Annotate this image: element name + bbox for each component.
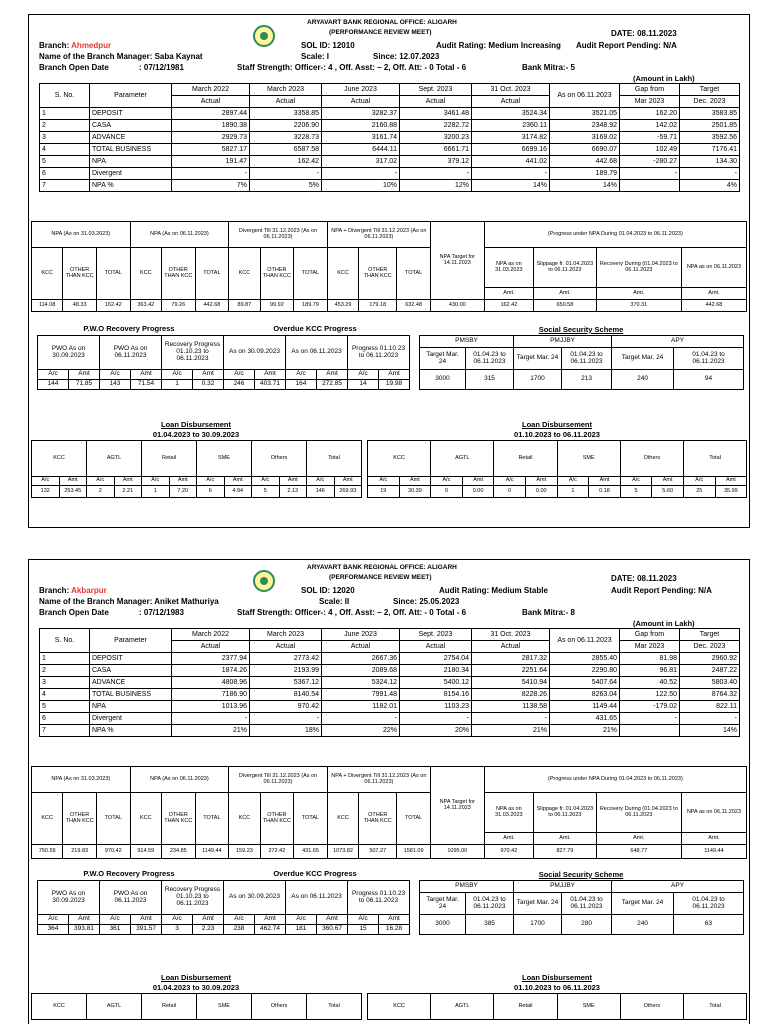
table-cell: 0.00 — [462, 486, 494, 498]
table-cell: 361 — [100, 925, 131, 935]
table-cell: 253.45 — [59, 486, 87, 498]
table-cell: 280 — [562, 915, 612, 935]
table-row — [40, 725, 740, 737]
table-row — [40, 144, 740, 156]
table-row — [40, 168, 740, 180]
table-cell: 5827.17 — [172, 144, 250, 156]
table-cell: - — [680, 713, 740, 725]
table-cell: 3 — [162, 925, 193, 935]
table-cell: 79.26 — [161, 300, 195, 312]
table-cell: 21% — [550, 725, 620, 737]
table-cell: 40.52 — [620, 677, 680, 689]
table-cell: 1182.01 — [322, 701, 400, 713]
table-cell: 132 — [32, 486, 60, 498]
table-cell: 162.42 — [484, 300, 533, 312]
table-cell: Divergent — [90, 713, 172, 725]
table-cell: 181 — [286, 925, 317, 935]
table-cell: 431.65 — [294, 845, 328, 859]
table-cell: 71.85 — [69, 380, 100, 390]
npa-table: NPA (As on 31.03.2023) NPA (As on 06.11.2023) Divergent Till 31.12.2023 (As on 06.11.2023) NPA + Divergent Till 31.12.2023 (As on 06.11.2023) NPA Target for 14.11.2023 (Progress under NPA During 01.04.2023 to 06.11.2023) KCC OTHER THAN KCC TOTAL KCC OTHER THAN KCC TOTAL KCC OTHER THAN KCC TOTAL KCC OTHER THAN KCC TOTAL NPA as on 31.03.2023 Slippage fr. 01.04.2023 to 06.11.2023 Recovery During (01.04.2023 to 06.11.2023 NPA as on 06.11.2023 Amt. Amt. Amt. Amt. 750.59 219.83 970.42 914.59 234.85 1149.44 159.23 272.42 431.65 1073.82 507.27 1581.09 1095.00 970.42 827.79 648.77 1149.44 — [31, 766, 747, 859]
table-cell: 2.23 — [193, 925, 224, 935]
table-cell: DEPOSIT — [90, 653, 172, 665]
table-cell: 2855.40 — [550, 653, 620, 665]
table-cell: 8154.16 — [400, 689, 472, 701]
table-row — [40, 180, 740, 192]
table-cell: 20% — [400, 725, 472, 737]
table-cell: 3200.23 — [400, 132, 472, 144]
table-cell: 8263.04 — [550, 689, 620, 701]
table-cell: 146 — [307, 486, 335, 498]
table-cell: 7176.41 — [680, 144, 740, 156]
table-cell: - — [400, 168, 472, 180]
table-cell: 1103.23 — [400, 701, 472, 713]
table-cell: 2 — [40, 665, 90, 677]
table-cell: 15 — [348, 925, 379, 935]
table-row — [40, 156, 740, 168]
table-cell: 189.79 — [294, 300, 328, 312]
table-cell: 2160.88 — [322, 120, 400, 132]
sol-id: SOL ID: 12010 — [301, 41, 355, 50]
table-cell: 2193.99 — [250, 665, 322, 677]
table-cell: CASA — [90, 120, 172, 132]
table-cell: 970.42 — [484, 845, 533, 859]
table-cell: 750.59 — [32, 845, 63, 859]
table-cell: 2251.64 — [472, 665, 550, 677]
table-cell: DEPOSIT — [90, 108, 172, 120]
table-cell: 8764.32 — [680, 689, 740, 701]
table-cell: 2.13 — [279, 486, 307, 498]
table-cell: 2180.34 — [400, 665, 472, 677]
table-cell: 191.47 — [172, 156, 250, 168]
table-cell: - — [620, 713, 680, 725]
table-cell: 431.65 — [550, 713, 620, 725]
table-cell: 144 — [38, 380, 69, 390]
table-cell: 3161.74 — [322, 132, 400, 144]
table-cell: 7.20 — [169, 486, 197, 498]
npa-values-row — [32, 845, 747, 859]
table-cell: 71.54 — [131, 380, 162, 390]
table-cell: NPA % — [90, 725, 172, 737]
table-cell — [620, 180, 680, 192]
performance-table: S. No. Parameter March 2022 March 2023 June 2023 Sept. 2023 31 Oct. 2023 As on 06.11.2023 Gap from Target Actual Actual Actual Actual Actual Mar 2023 Dec. 2023 1 DEPOSIT 2897.44 3358.85 3282.37 3461.48 3524.34 3521.05 162.20 3583.85 2 CASA 1890.38 2206.90 2160.88 2282.72 2360.11 2348.92 142.02 2501.85 3 ADVANCE 2929.73 3228.73 3161.74 3200.23 3174.82 3169.02 -59.71 3592.56 4 TOTAL BUSINESS 5827.17 6587.58 6444.11 6661.71 6699.16 6690.07 102.49 7176.41 5 NPA 191.47 162.42 317.02 379.12 441.02 442.68 -280.27 134.30 6 Divergent - - - - - 189.79 - - 7 NPA % 7% 5% 10% 12% 14% 14% 4% — [39, 83, 740, 192]
branch-name: Ahmedpur — [71, 41, 112, 50]
table-cell: 2377.94 — [172, 653, 250, 665]
branch-name: Akbarpur — [71, 586, 107, 595]
table-cell: 35.99 — [715, 486, 747, 498]
table-cell: 2282.72 — [400, 120, 472, 132]
table-cell: 162.20 — [620, 108, 680, 120]
table-cell: 143 — [100, 380, 131, 390]
table-cell: 25 — [683, 486, 715, 498]
table-cell: 363.42 — [130, 300, 161, 312]
table-cell: 12% — [400, 180, 472, 192]
table-cell: 1138.58 — [472, 701, 550, 713]
table-cell: 5803.40 — [680, 677, 740, 689]
table-cell: 507.27 — [359, 845, 397, 859]
table-cell: 391.57 — [131, 925, 162, 935]
branch-label: Branch: Akbarpur — [39, 586, 107, 595]
table-cell: 4% — [680, 180, 740, 192]
table-cell: - — [322, 713, 400, 725]
table-cell: 648.77 — [596, 845, 681, 859]
table-cell: -59.71 — [620, 132, 680, 144]
staff-strength: Staff Strength: Officer-: 4 , Off. Asst: – 2, Off. Att: - 0 Total - 6 — [237, 63, 467, 72]
table-cell: 3000 — [420, 915, 466, 935]
table-cell: 1013.96 — [172, 701, 250, 713]
table-cell: 6690.07 — [550, 144, 620, 156]
table-row — [40, 132, 740, 144]
table-cell: 650.58 — [534, 300, 597, 312]
table-cell: 822.11 — [680, 701, 740, 713]
table-cell: 2487.22 — [680, 665, 740, 677]
table-cell: CASA — [90, 665, 172, 677]
loan-disbursement-table-2: KCC AGTL Retail SME Others Total A/c Amt A/c Amt A/c Amt A/c Amt A/c Amt A/c Amt 19 30.39 0 0.00 0 0.00 1 0.18 5 5.60 25 35.99 — [367, 440, 747, 498]
table-cell: 234.85 — [161, 845, 195, 859]
table-cell: 3521.05 — [550, 108, 620, 120]
table-cell: 219.83 — [63, 845, 97, 859]
table-cell: 4.94 — [224, 486, 252, 498]
table-cell: 1874.26 — [172, 665, 250, 677]
table-cell: 2897.44 — [172, 108, 250, 120]
table-cell — [620, 725, 680, 737]
table-cell: 19 — [368, 486, 400, 498]
table-cell: ADVANCE — [90, 132, 172, 144]
table-cell: 1 — [162, 380, 193, 390]
table-cell: 2754.04 — [400, 653, 472, 665]
table-cell: 164 — [286, 380, 317, 390]
table-cell: 142.02 — [620, 120, 680, 132]
table-cell: 4 — [40, 144, 90, 156]
table-cell: 1 — [40, 653, 90, 665]
table-cell: 442.68 — [550, 156, 620, 168]
table-cell: 246 — [224, 380, 255, 390]
npa-values-row — [32, 300, 747, 312]
table-cell: 5 — [620, 486, 652, 498]
table-cell: 0.00 — [525, 486, 557, 498]
open-date-label: Branch Open Date — [39, 63, 109, 72]
table-cell: 21% — [472, 725, 550, 737]
table-cell: 8140.54 — [250, 689, 322, 701]
table-cell: 3282.37 — [322, 108, 400, 120]
table-cell: -179.02 — [620, 701, 680, 713]
table-cell: 5.60 — [652, 486, 684, 498]
table-cell: 14% — [680, 725, 740, 737]
table-cell: 6 — [197, 486, 225, 498]
table-cell: 364 — [38, 925, 69, 935]
report-page-2 — [0, 545, 768, 1024]
table-cell: 462.74 — [255, 925, 286, 935]
table-cell: 632.48 — [397, 300, 431, 312]
table-cell: - — [250, 713, 322, 725]
table-cell: - — [680, 168, 740, 180]
table-cell: 22% — [322, 725, 400, 737]
table-cell: 970.42 — [250, 701, 322, 713]
table-cell: 1149.44 — [550, 701, 620, 713]
table-cell: 2773.42 — [250, 653, 322, 665]
table-cell: 2206.90 — [250, 120, 322, 132]
table-cell: 1 — [142, 486, 170, 498]
table-cell: 3592.56 — [680, 132, 740, 144]
table-cell: 1149.44 — [195, 845, 229, 859]
table-cell: 1700 — [514, 915, 562, 935]
table-cell: 442.68 — [195, 300, 229, 312]
table-cell: 442.68 — [681, 300, 746, 312]
performance-table: S. No. Parameter March 2022 March 2023 June 2023 Sept. 2023 31 Oct. 2023 As on 06.11.2023 Gap from Target Actual Actual Actual Actual Actual Mar 2023 Dec. 2023 1 DEPOSIT 2377.94 2773.42 2667.36 2754.04 2817.32 2855.40 81.98 2960.92 2 CASA 1874.26 2193.99 2089.68 2180.34 2251.64 2290.80 96.81 2487.22 3 ADVANCE 4808.96 5367.12 5324.12 5400.12 5410.94 5407.64 40.52 5803.40 4 TOTAL BUSINESS 7186.90 8140.54 7991.48 8154.16 8228.26 8263.04 122.50 8764.32 5 NPA 1013.96 970.42 1182.01 1103.23 1138.58 1149.44 -179.02 822.11 6 Divergent - - - - - 431.65 - - 7 NPA % 21% 18% 22% 20% 21% 21% 14% — [39, 628, 740, 737]
bank-logo-icon — [253, 570, 275, 592]
table-cell: 1581.09 — [397, 845, 431, 859]
table-cell: 5 — [40, 701, 90, 713]
table-cell: 162.42 — [250, 156, 322, 168]
table-cell: 5410.94 — [472, 677, 550, 689]
table-cell: 48.33 — [63, 300, 97, 312]
table-cell: - — [472, 168, 550, 180]
table-cell: 1149.44 — [681, 845, 746, 859]
table-cell: 269.93 — [334, 486, 362, 498]
table-cell: - — [172, 168, 250, 180]
table-cell: 7 — [40, 725, 90, 737]
table-cell: TOTAL BUSINESS — [90, 144, 172, 156]
table-cell: 1 — [557, 486, 589, 498]
table-cell: 6444.11 — [322, 144, 400, 156]
table-cell: 393.81 — [69, 925, 100, 935]
table-cell: 5407.64 — [550, 677, 620, 689]
table-cell: 3169.02 — [550, 132, 620, 144]
table-cell: 189.79 — [550, 168, 620, 180]
table-cell: 213 — [562, 370, 612, 390]
bank-mitra: Bank Mitra:- 5 — [522, 63, 575, 72]
table-cell: 162.42 — [96, 300, 130, 312]
table-cell: 0 — [431, 486, 463, 498]
table-cell: 8228.26 — [472, 689, 550, 701]
table-cell: 134.30 — [680, 156, 740, 168]
table-cell: 240 — [612, 370, 674, 390]
table-cell: 10% — [322, 180, 400, 192]
table-cell: 102.49 — [620, 144, 680, 156]
table-cell: 6699.16 — [472, 144, 550, 156]
table-cell: 315 — [466, 370, 514, 390]
pwo-table: PWO As on 30.09.2023 PWO As on 06.11.2023 Recovery Progress 01.10.23 to 06.11.2023 A/c Amt A/c Amt A/c Amt 144 71.85 143 71.54 1 0.32 — [37, 335, 224, 390]
manager-line: Name of the Branch Manager: Saba Kaynat — [39, 52, 203, 61]
table-cell: 7991.48 — [322, 689, 400, 701]
table-cell: 5 — [40, 156, 90, 168]
table-cell: 2.21 — [114, 486, 142, 498]
table-cell: 1 — [40, 108, 90, 120]
table-cell: Divergent — [90, 168, 172, 180]
table-cell: 114.08 — [32, 300, 63, 312]
since: Since: 12.07.2023 — [373, 52, 440, 61]
table-cell: 1700 — [514, 370, 562, 390]
table-cell: 2348.92 — [550, 120, 620, 132]
table-cell: 2817.32 — [472, 653, 550, 665]
table-cell: 240 — [612, 915, 674, 935]
pwo-table: PWO As on 30.09.2023 PWO As on 06.11.2023 Recovery Progress 01.10.23 to 06.11.2023 A/c Amt A/c Amt A/c Amt 364 393.81 361 391.57 3 2.23 — [37, 880, 224, 935]
table-row — [40, 653, 740, 665]
table-cell: 5 — [252, 486, 280, 498]
table-cell: 5% — [250, 180, 322, 192]
table-cell: 2501.85 — [680, 120, 740, 132]
table-cell: 4808.96 — [172, 677, 250, 689]
table-cell: 827.79 — [534, 845, 597, 859]
org-title: ARYAVART BANK REGIONAL OFFICE: ALIGARH — [307, 19, 457, 26]
table-cell: 4 — [40, 689, 90, 701]
table-cell: 453.29 — [327, 300, 358, 312]
table-cell: 2960.92 — [680, 653, 740, 665]
table-cell: NPA — [90, 701, 172, 713]
table-cell: 370.31 — [596, 300, 681, 312]
table-cell: 5367.12 — [250, 677, 322, 689]
table-cell: 2929.73 — [172, 132, 250, 144]
audit-rating: Audit Rating: Medium Increasing — [436, 41, 561, 50]
table-cell: 7 — [40, 180, 90, 192]
amount-unit: (Amount in Lakh) — [633, 74, 695, 83]
table-cell: NPA — [90, 156, 172, 168]
kcc-overdue-table: As on 30.09.2023 As on 06.11.2023 Progress 01.10.23 to 06.11.2023 A/c Amt A/c Amt A/c Amt 238 462.74 181 360.67 15 16.28 — [223, 880, 410, 935]
table-cell: 385 — [466, 915, 514, 935]
table-cell: 3583.85 — [680, 108, 740, 120]
table-cell: - — [322, 168, 400, 180]
table-row — [40, 689, 740, 701]
table-cell: 272.42 — [260, 845, 294, 859]
table-cell: 1890.38 — [172, 120, 250, 132]
table-cell: 7186.90 — [172, 689, 250, 701]
table-cell: 3 — [40, 132, 90, 144]
table-cell: 317.02 — [322, 156, 400, 168]
table-cell: 441.02 — [472, 156, 550, 168]
table-cell: 30.39 — [399, 486, 431, 498]
npa-table: NPA (As on 31.03.2023) NPA (As on 06.11.2023) Divergent Till 31.12.2023 (As on 06.11.2023) NPA + Divergent Till 31.12.2023 (As on 06.11.2023) NPA Target for 14.11.2023 (Progress under NPA During 01.04.2023 to 06.11.2023) KCC OTHER THAN KCC TOTAL KCC OTHER THAN KCC TOTAL KCC OTHER THAN KCC TOTAL KCC OTHER THAN KCC TOTAL NPA as on 31.03.2023 Slippage fr. 01.04.2023 to 06.11.2023 Recovery During (01.04.2023 to 06.11.2023 NPA as on 06.11.2023 Amt. Amt. Amt. Amt. 114.08 48.33 162.42 363.42 79.26 442.68 89.87 99.92 189.79 453.29 179.18 632.48 430.00 162.42 650.58 370.31 442.68 — [31, 221, 747, 312]
table-cell: 63 — [674, 915, 744, 935]
table-cell: - — [250, 168, 322, 180]
table-row — [40, 701, 740, 713]
table-cell: 5324.12 — [322, 677, 400, 689]
table-cell: 0 — [494, 486, 526, 498]
table-cell: 89.87 — [229, 300, 260, 312]
report-sheet: ARYAVART BANK REGIONAL OFFICE: ALIGARH (PERFORMANCE REVIEW MEET) Branch: Akbarpur Name of the Branch Manager: Aniket Mathuriya Branch Open Date : 07/12/1983 SOL ID: 12020 Scale: II Since: 25.05.2023 Staff Strength: Officer-: 4 , Off. Asst: – 2, Off. Att: - 0 Total - 6 Bank Mitra:- 8 Audit Rating: Medium Stable DATE: 08.11.2023 Audit Report Pending: N/A (Amount in Lakh) S. No. Parameter March 2022 March 2023 June 2023 Sept. 2023 31 Oct. 2023 As on 06.11.2023 Gap from Target Actual Actual Actual Actual Actual Mar 2023 Dec. 2023 1 DEPOSIT 2377.94 2773.42 2667.36 2754.04 2817.32 2855.40 81.98 2960.92 2 CASA 1874.26 2193.99 2089.68 2180.34 2251.64 2290.80 96.81 2487.22 3 ADVANCE 4808.96 5367.12 5324.12 5400.12 5410.94 5407.64 40.52 5803.40 4 TOTAL BUSINESS 7186.90 8140.54 7991.48 8154.16 8228.26 8263.04 122.50 8764.32 5 NPA 1013.96 970.42 1182.01 1103.23 1138.58 1149.44 -179.02 822.11 6 Divergent - - - - - 431.65 - - 7 NPA % 21% 18% 22% 20% 21% 21% 14% NPA (As on 31.03.2023) NPA (As on 06.11.2023) Divergent Till 31.12.2023 (As on 06.11.2023) NPA + Divergent Till 31.12.2023 (As on 06.11.2023) NPA Target for 14.11.2023 (Progress under NPA During 01.04.2023 to 06.11.2023) KCC OTHER THAN KCC TOTAL KCC OTHER THAN KCC TOTAL KCC OTHER THAN KCC TOTAL KCC OTHER THAN KCC TOTAL NPA as on 31.03.2023 Slippage fr. 01.04.2023 to 06.11.2023 Recovery During (01.04.2023 to 06.11.2023 NPA as on 06.11.2023 Amt. Amt. Amt. Amt. 750.59 219.83 970.42 914.59 234.85 1149.44 159.23 272.42 431.65 1073.82 507.27 1581.09 1095.00 970.42 827.79 648.77 1149.44 P.W.O Recovery Progress PWO As on 30.09.2023 PWO As on 06.11.2023 Recovery Progress 01.10.23 to 06.11.2023 A/c Amt A/c Amt A/c Amt 364 393.81 361 391.57 3 2.23 Overdue KCC Progress As on 30.09.2023 As on 06.11.2023 Progress 01.10.23 to 06.11.2023 A/c Amt A/c Amt A/c Amt 238 462.74 181 360.67 15 16.28 Social Security Scheme PMSBY PMJJBY APY Target Mar. 24 01.04.23 to 06.11.2023 Target Mar. 24 01.04.23 to 06.11.2023 Target Mar. 24 01.04.23 to 06.11.2023 3000 385 1700 280 240 63 Loan Disbursement 01.04.2023 to 30.09.2023 KCC AGTL Retail SME Others Total Loan Disbursement 01.10.2023 to 06.11.2023 KCC AGTL Retail SME Others Total — [28, 559, 750, 1024]
table-cell: 3 — [40, 677, 90, 689]
table-cell: 96.81 — [620, 665, 680, 677]
social-security-table: PMSBY PMJJBY APY Target Mar. 24 01.04.23 to 06.11.2023 Target Mar. 24 01.04.23 to 06.11.2023 Target Mar. 24 01.04.23 to 06.11.2023 3000 315 1700 213 240 94 — [419, 335, 744, 390]
table-cell: 1073.82 — [327, 845, 358, 859]
table-cell: 94 — [674, 370, 744, 390]
table-cell: 6587.58 — [250, 144, 322, 156]
table-cell: 3358.85 — [250, 108, 322, 120]
table-cell: 0.18 — [589, 486, 621, 498]
table-cell: 272.85 — [317, 380, 348, 390]
table-cell: 360.67 — [317, 925, 348, 935]
bank-logo-icon — [253, 25, 275, 47]
table-row — [40, 120, 740, 132]
scale: Scale: I — [301, 52, 330, 61]
table-cell: 2 — [40, 120, 90, 132]
table-cell: 3228.73 — [250, 132, 322, 144]
table-cell: 122.50 — [620, 689, 680, 701]
table-cell: 179.18 — [359, 300, 397, 312]
table-cell: TOTAL BUSINESS — [90, 689, 172, 701]
table-cell: 21% — [172, 725, 250, 737]
table-cell: 19.98 — [379, 380, 410, 390]
table-cell: 6 — [40, 713, 90, 725]
table-cell: 379.12 — [400, 156, 472, 168]
table-cell: 5400.12 — [400, 677, 472, 689]
table-cell: -280.27 — [620, 156, 680, 168]
table-cell: 2360.11 — [472, 120, 550, 132]
table-cell: 2667.36 — [322, 653, 400, 665]
table-row — [40, 665, 740, 677]
table-cell: 99.92 — [260, 300, 294, 312]
table-cell: 0.32 — [193, 380, 224, 390]
table-row — [40, 677, 740, 689]
table-cell: 970.42 — [96, 845, 130, 859]
table-row — [40, 713, 740, 725]
table-cell: 6 — [40, 168, 90, 180]
table-cell: 14% — [550, 180, 620, 192]
table-cell: 6661.71 — [400, 144, 472, 156]
table-cell: 3174.82 — [472, 132, 550, 144]
table-cell: - — [472, 713, 550, 725]
report-date: DATE: 08.11.2023 — [611, 29, 677, 38]
table-cell: NPA % — [90, 180, 172, 192]
table-cell: 1095.00 — [430, 845, 484, 859]
meet-title: (PERFORMANCE REVIEW MEET) — [329, 29, 432, 36]
table-cell: 14 — [348, 380, 379, 390]
table-cell: 7% — [172, 180, 250, 192]
table-cell: 16.28 — [379, 925, 410, 935]
branch-label: Branch: Ahmedpur — [39, 41, 112, 50]
open-date-value: : 07/12/1981 — [139, 63, 184, 72]
loan-disbursement-table-1: KCC AGTL Retail SME Others Total — [31, 993, 362, 1020]
loan-disbursement-table-1: KCC AGTL Retail SME Others Total A/c Amt A/c Amt A/c Amt A/c Amt A/c Amt A/c Amt 132 253.45 2 2.21 1 7.20 6 4.94 5 2.13 146 269.93 — [31, 440, 362, 498]
table-cell: 914.59 — [130, 845, 161, 859]
audit-pending: Audit Report Pending: N/A — [576, 41, 677, 50]
table-cell: - — [620, 168, 680, 180]
table-cell: 159.23 — [229, 845, 260, 859]
table-cell: 18% — [250, 725, 322, 737]
loan-disbursement-table-2: KCC AGTL Retail SME Others Total — [367, 993, 747, 1020]
table-cell: 2290.80 — [550, 665, 620, 677]
table-cell: 2 — [87, 486, 115, 498]
table-cell: - — [172, 713, 250, 725]
table-cell: 3461.48 — [400, 108, 472, 120]
social-security-table: PMSBY PMJJBY APY Target Mar. 24 01.04.23 to 06.11.2023 Target Mar. 24 01.04.23 to 06.11.2023 Target Mar. 24 01.04.23 to 06.11.2023 3000 385 1700 280 240 63 — [419, 880, 744, 935]
table-cell: 3000 — [420, 370, 466, 390]
table-cell: 2089.68 — [322, 665, 400, 677]
table-cell: 14% — [472, 180, 550, 192]
table-row — [40, 108, 740, 120]
table-cell: 3524.34 — [472, 108, 550, 120]
table-cell: ADVANCE — [90, 677, 172, 689]
table-cell: 81.98 — [620, 653, 680, 665]
table-cell: 430.00 — [430, 300, 484, 312]
report-sheet: ARYAVART BANK REGIONAL OFFICE: ALIGARH (PERFORMANCE REVIEW MEET) Branch: Ahmedpur Name of the Branch Manager: Saba Kaynat Branch Open Date : 07/12/1981 SOL ID: 12010 Scale: I Since: 12.07.2023 Staff Strength: Officer-: 4 , Off. Asst: – 2, Off. Att: - 0 Total - 6 Bank Mitra:- 5 Audit Rating: Medium Increasing DATE: 08.11.2023 Audit Report Pending: N/A (Amount in Lakh) S. No. Parameter March 2022 March 2023 June 2023 Sept. 2023 31 Oct. 2023 As on 06.11.2023 Gap from Target Actual Actual Actual Actual Actual Mar 2023 Dec. 2023 1 DEPOSIT 2897.44 3358.85 3282.37 3461.48 3524.34 3521.05 162.20 3583.85 2 CASA 1890.38 2206.90 2160.88 2282.72 2360.11 2348.92 142.02 2501.85 3 ADVANCE 2929.73 3228.73 3161.74 3200.23 3174.82 3169.02 -59.71 3592.56 4 TOTAL BUSINESS 5827.17 6587.58 6444.11 6661.71 6699.16 6690.07 102.49 7176.41 5 NPA 191.47 162.42 317.02 379.12 441.02 442.68 -280.27 134.30 6 Divergent - - - - - 189.79 - - 7 NPA % 7% 5% 10% 12% 14% 14% 4% NPA (As on 31.03.2023) NPA (As on 06.11.2023) Divergent Till 31.12.2023 (As on 06.11.2023) NPA + Divergent Till 31.12.2023 (As on 06.11.2023) NPA Target for 14.11.2023 (Progress under NPA During 01.04.2023 to 06.11.2023) KCC OTHER THAN KCC TOTAL KCC OTHER THAN KCC TOTAL KCC OTHER THAN KCC TOTAL KCC OTHER THAN KCC TOTAL NPA as on 31.03.2023 Slippage fr. 01.04.2023 to 06.11.2023 Recovery During (01.04.2023 to 06.11.2023 NPA as on 06.11.2023 Amt. Amt. Amt. Amt. 114.08 48.33 162.42 363.42 79.26 442.68 89.87 99.92 189.79 453.29 179.18 632.48 430.00 162.42 650.58 370.31 442.68 P.W.O Recovery Progress PWO As on 30.09.2023 PWO As on 06.11.2023 Recovery Progress 01.10.23 to 06.11.2023 A/c Amt A/c Amt A/c Amt 144 71.85 143 71.54 1 0.32 Overdue KCC Progress As on 30.09.2023 As on 06.11.2023 Progress 01.10.23 to 06.11.2023 A/c Amt A/c Amt A/c Amt 246 403.71 164 272.85 14 19.98 Social Security Scheme PMSBY PMJJBY APY Target Mar. 24 01.04.23 to 06.11.2023 Target Mar. 24 01.04.23 to 06.11.2023 Target Mar. 24 01.04.23 to 06.11.2023 3000 315 1700 213 240 94 Loan Disbursement 01.04.2023 to 30.09.2023 KCC AGTL Retail SME Others Total A/c Amt A/c Amt A/c Amt A/c Amt A/c Amt A/c Amt 132 253.45 2 2.21 1 7.20 6 4.94 5 2.13 146 269.93 Loan Disbursement 01.10.2023 to 06.11.2023 KCC AGTL Retail SME Others Total A/c Amt A/c Amt A/c Amt A/c Amt A/c Amt A/c Amt 19 30.39 0 0.00 0 0.00 1 0.18 5 5.60 25 35.99 — [28, 14, 750, 528]
table-cell: - — [400, 713, 472, 725]
kcc-overdue-table: As on 30.09.2023 As on 06.11.2023 Progress 01.10.23 to 06.11.2023 A/c Amt A/c Amt A/c Amt 246 403.71 164 272.85 14 19.98 — [223, 335, 410, 390]
table-cell: 403.71 — [255, 380, 286, 390]
table-cell: 238 — [224, 925, 255, 935]
